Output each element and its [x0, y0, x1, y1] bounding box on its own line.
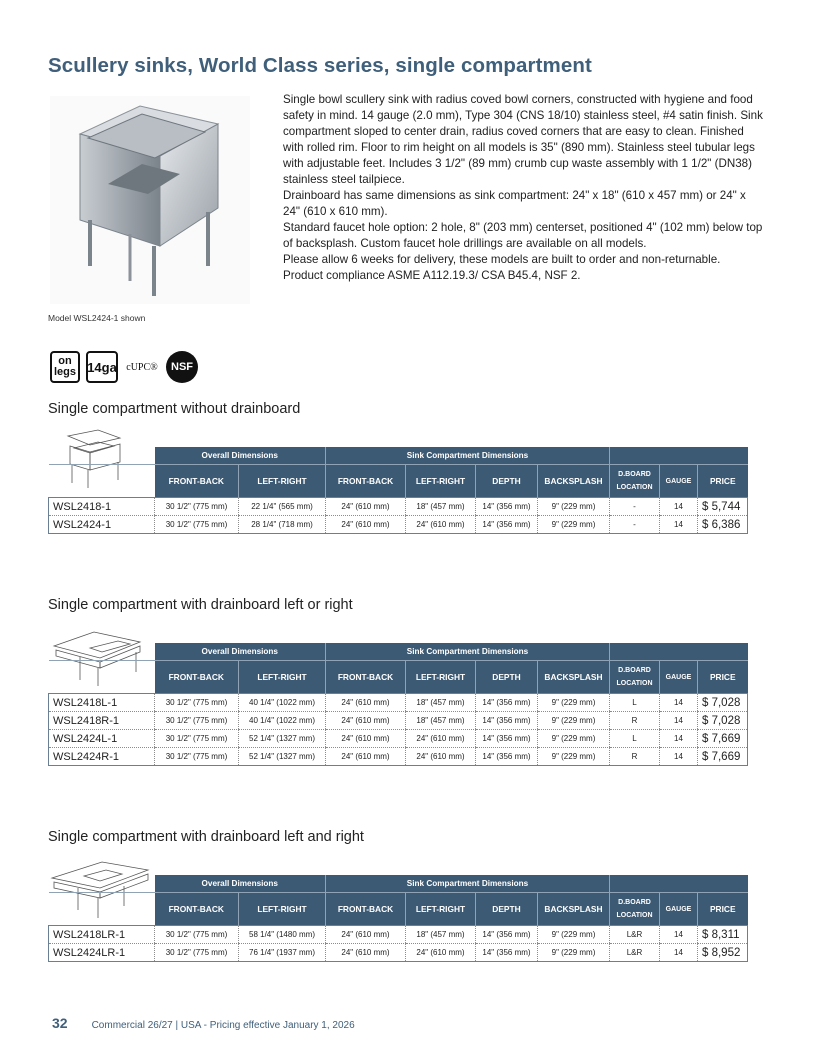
col-depth: DEPTH: [476, 893, 538, 926]
col-backsplash: BACKSPLASH: [538, 661, 610, 694]
backsplash-cell: 9" (229 mm): [538, 944, 610, 962]
section-title: Single compartment with drainboard left and right: [48, 829, 364, 845]
depth-cell: 14" (356 mm): [476, 730, 538, 748]
dboard-line1: D.BOARD: [618, 667, 651, 674]
dboard-line2: LOCATION: [616, 680, 653, 687]
col-sink-front-back: FRONT-BACK: [326, 893, 406, 926]
col-gauge: GAUGE: [660, 465, 698, 498]
front-back-cell: 30 1/2" (775 mm): [155, 694, 239, 712]
image-caption: Model WSL2424-1 shown: [48, 313, 146, 323]
left-right-cell: 28 1/4" (718 mm): [239, 516, 326, 534]
sink-left-right-cell: 24" (610 mm): [406, 730, 476, 748]
col-gauge: GAUGE: [660, 661, 698, 694]
front-back-cell: 30 1/2" (775 mm): [155, 498, 239, 516]
table-row: [49, 926, 748, 944]
sink-front-back-cell: 24" (610 mm): [326, 712, 406, 730]
dboard-line1: D.BOARD: [618, 471, 651, 478]
price-cell: $ 7,669: [698, 748, 748, 766]
page-number: 32: [52, 1015, 68, 1031]
sink-front-back-cell: 24" (610 mm): [326, 694, 406, 712]
dboard-cell: -: [610, 498, 660, 516]
front-back-cell: 30 1/2" (775 mm): [155, 926, 239, 944]
group-header-sink: Sink Compartment Dimensions: [326, 875, 610, 893]
col-sink-left-right: LEFT-RIGHT: [406, 661, 476, 694]
backsplash-cell: 9" (229 mm): [538, 498, 610, 516]
page-title: Scullery sinks, World Class series, single compartment: [48, 54, 592, 77]
backsplash-cell: 9" (229 mm): [538, 730, 610, 748]
col-sink-front-back: FRONT-BACK: [326, 465, 406, 498]
gauge-cell: 14: [660, 748, 698, 766]
col-backsplash: BACKSPLASH: [538, 465, 610, 498]
backsplash-cell: 9" (229 mm): [538, 516, 610, 534]
group-header-sink: Sink Compartment Dimensions: [326, 447, 610, 465]
depth-cell: 14" (356 mm): [476, 712, 538, 730]
model-cell: WSL2424-1: [49, 516, 155, 534]
col-dboard-location: [610, 465, 660, 498]
page-footer: [52, 1015, 355, 1031]
description-paragraph: Standard faucet hole option: 2 hole, 8" (203 mm) centerset, positioned 4" (102 mm) below top of backsplash. Custom faucet hole drillings are available on all models.: [283, 221, 763, 250]
on-legs-line2: legs: [53, 366, 76, 378]
col-depth: DEPTH: [476, 661, 538, 694]
dboard-line2: LOCATION: [616, 912, 653, 919]
depth-cell: 14" (356 mm): [476, 748, 538, 766]
left-right-cell: 52 1/4" (1327 mm): [239, 730, 326, 748]
col-sink-front-back: FRONT-BACK: [326, 661, 406, 694]
sink-front-back-cell: 24" (610 mm): [326, 516, 406, 534]
model-cell: WSL2418R-1: [49, 712, 155, 730]
dboard-line2: LOCATION: [616, 484, 653, 491]
group-header-overall: Overall Dimensions: [155, 875, 326, 893]
left-right-cell: 40 1/4" (1022 mm): [239, 712, 326, 730]
front-back-cell: 30 1/2" (775 mm): [155, 730, 239, 748]
sink-left-right-cell: 24" (610 mm): [406, 944, 476, 962]
backsplash-cell: 9" (229 mm): [538, 926, 610, 944]
gauge-cell: 14: [660, 694, 698, 712]
spec-table-drainboard-left-or-right: [48, 643, 748, 766]
cupc-logo-icon: cUPC®: [126, 361, 158, 373]
dboard-cell: L&R: [610, 926, 660, 944]
col-dboard-location: [610, 661, 660, 694]
table-row: [49, 730, 748, 748]
group-header-sink: Sink Compartment Dimensions: [326, 643, 610, 661]
table-row: [49, 516, 748, 534]
depth-cell: 14" (356 mm): [476, 516, 538, 534]
section-title: Single compartment without drainboard: [48, 401, 301, 417]
col-price: PRICE: [698, 465, 748, 498]
col-dboard-location: [610, 893, 660, 926]
backsplash-cell: 9" (229 mm): [538, 748, 610, 766]
nsf-logo-icon: NSF: [166, 351, 198, 383]
sink-left-right-cell: 18" (457 mm): [406, 926, 476, 944]
gauge-cell: 14: [660, 944, 698, 962]
left-right-cell: 58 1/4" (1480 mm): [239, 926, 326, 944]
dboard-cell: L: [610, 694, 660, 712]
model-cell: WSL2424L-1: [49, 730, 155, 748]
model-cell: WSL2424LR-1: [49, 944, 155, 962]
sink-front-back-cell: 24" (610 mm): [326, 944, 406, 962]
depth-cell: 14" (356 mm): [476, 498, 538, 516]
col-front-back: FRONT-BACK: [155, 465, 239, 498]
model-cell: WSL2424R-1: [49, 748, 155, 766]
certification-badges: [50, 350, 198, 384]
left-right-cell: 22 1/4" (565 mm): [239, 498, 326, 516]
col-sink-left-right: LEFT-RIGHT: [406, 893, 476, 926]
table-row: [49, 944, 748, 962]
sink-front-back-cell: 24" (610 mm): [326, 748, 406, 766]
col-left-right: LEFT-RIGHT: [239, 465, 326, 498]
table-row: [49, 748, 748, 766]
dboard-cell: L&R: [610, 944, 660, 962]
price-cell: $ 8,311: [698, 926, 748, 944]
gauge-cell: 14: [660, 712, 698, 730]
on-legs-line1: on: [58, 355, 72, 367]
footer-text: Commercial 26/27 | USA - Pricing effective January 1, 2026: [91, 1020, 355, 1031]
model-cell: WSL2418LR-1: [49, 926, 155, 944]
front-back-cell: 30 1/2" (775 mm): [155, 748, 239, 766]
spec-table-no-drainboard: [48, 447, 748, 534]
col-left-right: LEFT-RIGHT: [239, 661, 326, 694]
sink-front-back-cell: 24" (610 mm): [326, 498, 406, 516]
group-header-overall: Overall Dimensions: [155, 447, 326, 465]
group-header-overall: Overall Dimensions: [155, 643, 326, 661]
front-back-cell: 30 1/2" (775 mm): [155, 712, 239, 730]
product-description: [283, 92, 763, 284]
description-paragraph: Drainboard has same dimensions as sink compartment: 24" x 18" (610 x 457 mm) or 24" x 24" (610 x 610 mm).: [283, 189, 746, 218]
sink-left-right-cell: 24" (610 mm): [406, 516, 476, 534]
dboard-cell: -: [610, 516, 660, 534]
description-paragraph: Product compliance ASME A112.19.3/ CSA B45.4, NSF 2.: [283, 269, 581, 282]
sink-front-back-cell: 24" (610 mm): [326, 926, 406, 944]
gauge-cell: 14: [660, 926, 698, 944]
col-sink-left-right: LEFT-RIGHT: [406, 465, 476, 498]
price-cell: $ 5,744: [698, 498, 748, 516]
gauge-cell: 14: [660, 730, 698, 748]
dboard-cell: R: [610, 748, 660, 766]
dboard-cell: L: [610, 730, 660, 748]
left-right-cell: 52 1/4" (1327 mm): [239, 748, 326, 766]
left-right-cell: 40 1/4" (1022 mm): [239, 694, 326, 712]
price-cell: $ 8,952: [698, 944, 748, 962]
model-cell: WSL2418-1: [49, 498, 155, 516]
col-front-back: FRONT-BACK: [155, 661, 239, 694]
front-back-cell: 30 1/2" (775 mm): [155, 516, 239, 534]
col-left-right: LEFT-RIGHT: [239, 893, 326, 926]
model-cell: WSL2418L-1: [49, 694, 155, 712]
depth-cell: 14" (356 mm): [476, 694, 538, 712]
price-cell: $ 7,028: [698, 712, 748, 730]
price-cell: $ 6,386: [698, 516, 748, 534]
description-paragraph: Single bowl scullery sink with radius coved bowl corners, constructed with hygiene and food safety in mind. 14 gauge (2.0 mm), Type 304 (CNS 18/10) stainless steel, #4 satin finish. Sink compartment sloped to center drain, radius coved corners that are easy to clean. Finished with rolled rim. Floor to rim height on all models is 35" (890 mm). Stainless steel tubular legs with adjustable feet. Includes 3 1/2" (89 mm) crumb cup waste assembly with 1 1/2" (DN38) stainless steel tailpiece.: [283, 93, 763, 186]
backsplash-cell: 9" (229 mm): [538, 712, 610, 730]
price-cell: $ 7,028: [698, 694, 748, 712]
depth-cell: 14" (356 mm): [476, 926, 538, 944]
col-depth: DEPTH: [476, 465, 538, 498]
depth-cell: 14" (356 mm): [476, 944, 538, 962]
col-price: PRICE: [698, 893, 748, 926]
front-back-cell: 30 1/2" (775 mm): [155, 944, 239, 962]
col-price: PRICE: [698, 661, 748, 694]
product-image: [50, 96, 250, 304]
table-row: [49, 712, 748, 730]
left-right-cell: 76 1/4" (1937 mm): [239, 944, 326, 962]
col-front-back: FRONT-BACK: [155, 893, 239, 926]
sink-left-right-cell: 18" (457 mm): [406, 712, 476, 730]
col-gauge: GAUGE: [660, 893, 698, 926]
sink-left-right-cell: 24" (610 mm): [406, 748, 476, 766]
dboard-cell: R: [610, 712, 660, 730]
table-row: [49, 498, 748, 516]
gauge-cell: 14: [660, 516, 698, 534]
table-row: [49, 694, 748, 712]
gauge-cell: 14: [660, 498, 698, 516]
dboard-line1: D.BOARD: [618, 899, 651, 906]
col-backsplash: BACKSPLASH: [538, 893, 610, 926]
price-cell: $ 7,669: [698, 730, 748, 748]
sink-front-back-cell: 24" (610 mm): [326, 730, 406, 748]
gauge-badge-icon: 14ga: [86, 351, 118, 383]
spec-table-drainboard-left-and-right: [48, 875, 748, 962]
description-paragraph: Please allow 6 weeks for delivery, these models are built to order and non-returnable.: [283, 253, 721, 266]
sink-left-right-cell: 18" (457 mm): [406, 498, 476, 516]
section-title: Single compartment with drainboard left or right: [48, 597, 353, 613]
sink-left-right-cell: 18" (457 mm): [406, 694, 476, 712]
backsplash-cell: 9" (229 mm): [538, 694, 610, 712]
on-legs-badge-icon: [50, 351, 80, 383]
